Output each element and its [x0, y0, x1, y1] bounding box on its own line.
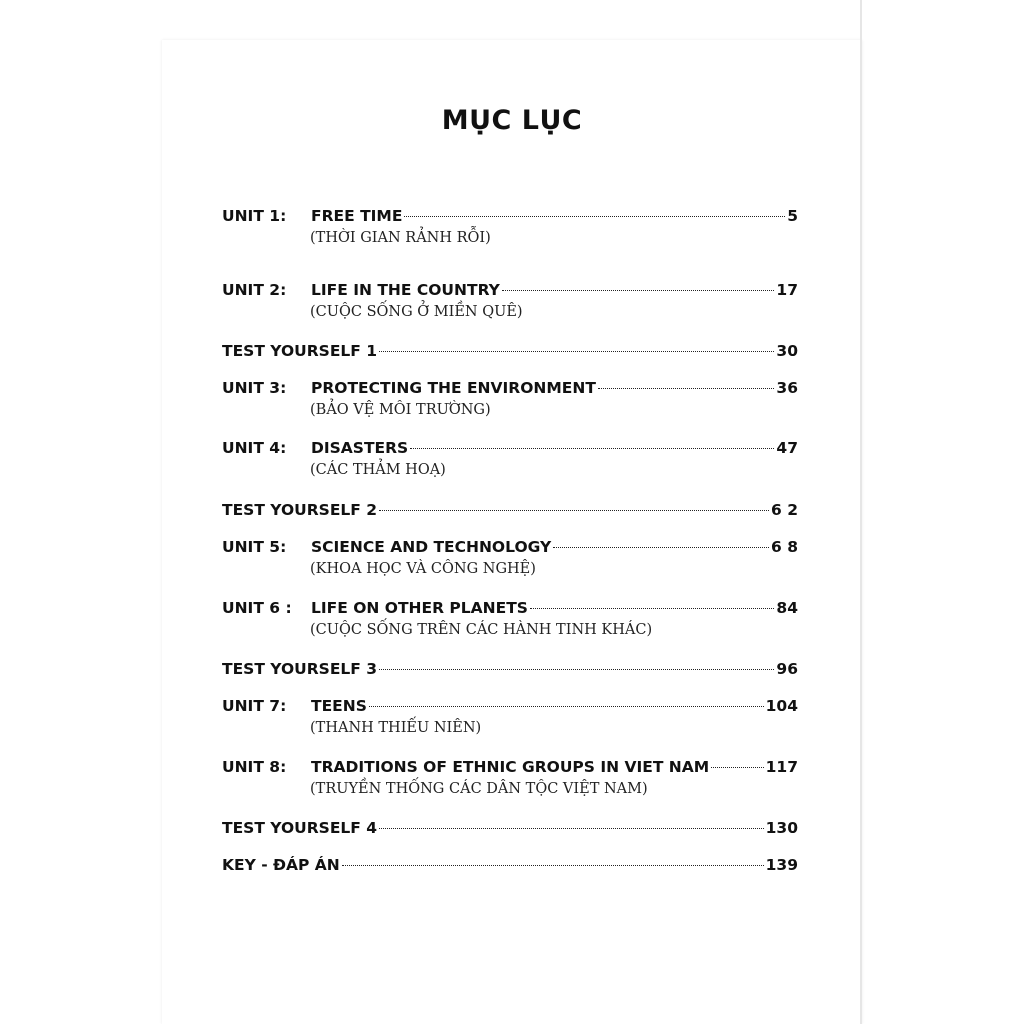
page-number: 104	[765, 697, 798, 715]
dot-leader	[379, 510, 769, 511]
unit-label: UNIT 4:	[222, 439, 287, 457]
dot-leader	[379, 669, 774, 670]
dot-leader	[553, 547, 769, 548]
page-number: 84	[776, 599, 798, 617]
page-number: 96	[776, 660, 798, 678]
entry-title: FREE TIME	[311, 207, 403, 225]
toc-entry-unit-5	[222, 537, 798, 578]
entry-title: TEST YOURSELF 1	[222, 342, 378, 360]
page-number: 5	[787, 207, 798, 225]
toc-entry-unit-1	[222, 206, 798, 247]
page-number: 139	[765, 856, 798, 874]
toc-entry-unit-2	[222, 280, 798, 321]
entry-title: TEST YOURSELF 2	[222, 501, 378, 519]
page-number: 30	[776, 342, 798, 360]
entry-subtitle: (TRUYỀN THỐNG CÁC DÂN TỘC VIỆT NAM)	[310, 781, 648, 797]
page-title: MỤC LỤC	[441, 105, 583, 136]
entry-title: LIFE IN THE COUNTRY	[311, 281, 500, 299]
dot-leader	[502, 290, 775, 291]
entry-title: SCIENCE AND TECHNOLOGY	[311, 538, 552, 556]
unit-label: UNIT 5:	[222, 538, 287, 556]
entry-subtitle: (THANH THIẾU NIÊN)	[310, 720, 482, 736]
toc-entry-unit-3	[222, 378, 798, 419]
entry-title: TEENS	[311, 697, 367, 715]
entry-subtitle: (KHOA HỌC VÀ CÔNG NGHỆ)	[310, 561, 536, 577]
dot-leader	[369, 706, 764, 707]
toc-entry-unit-7	[222, 696, 798, 737]
toc-entry-test-4	[222, 818, 798, 838]
entry-title: TEST YOURSELF 4	[222, 819, 378, 837]
page-number: 130	[765, 819, 798, 837]
page-number: 36	[776, 379, 798, 397]
entry-title: KEY - ĐÁP ÁN	[222, 856, 340, 874]
toc-entry-unit-6	[222, 598, 798, 639]
dot-leader	[711, 767, 763, 768]
dot-leader	[379, 351, 774, 352]
page-number: 47	[776, 439, 798, 457]
toc-entry-test-2	[222, 500, 798, 520]
page-number: 6 2	[771, 501, 798, 519]
dot-leader	[404, 216, 785, 217]
dot-leader	[342, 865, 764, 866]
toc-entry-unit-8	[222, 757, 798, 798]
entry-title: DISASTERS	[311, 439, 409, 457]
unit-label: UNIT 8:	[222, 758, 287, 776]
unit-label: UNIT 1:	[222, 207, 287, 225]
dot-leader	[598, 388, 774, 389]
unit-label: UNIT 2:	[222, 281, 287, 299]
dot-leader	[530, 608, 774, 609]
entry-subtitle: (BẢO VỆ MÔI TRƯỜNG)	[310, 402, 491, 418]
entry-title: TEST YOURSELF 3	[222, 660, 378, 678]
unit-label: UNIT 6 :	[222, 599, 292, 617]
entry-title: PROTECTING THE ENVIRONMENT	[311, 379, 596, 397]
toc-entry-key	[222, 855, 798, 875]
unit-label: UNIT 7:	[222, 697, 287, 715]
page-number: 117	[765, 758, 798, 776]
dot-leader	[379, 828, 764, 829]
entry-subtitle: (THỜI GIAN RẢNH RỖI)	[310, 230, 491, 246]
entry-title: TRADITIONS OF ETHNIC GROUPS IN VIET NAM	[311, 758, 710, 776]
page-number: 6 8	[771, 538, 798, 556]
entry-subtitle: (CUỘC SỐNG TRÊN CÁC HÀNH TINH KHÁC)	[310, 622, 653, 638]
toc-entry-unit-4	[222, 438, 798, 479]
toc-entry-test-3	[222, 659, 798, 679]
toc-entry-test-1	[222, 341, 798, 361]
unit-label: UNIT 3:	[222, 379, 287, 397]
entry-title: LIFE ON OTHER PLANETS	[311, 599, 528, 617]
dot-leader	[410, 448, 774, 449]
page-number: 17	[776, 281, 798, 299]
entry-subtitle: (CUỘC SỐNG Ở MIỀN QUÊ)	[310, 304, 523, 320]
entry-subtitle: (CÁC THẢM HOẠ)	[310, 462, 446, 478]
